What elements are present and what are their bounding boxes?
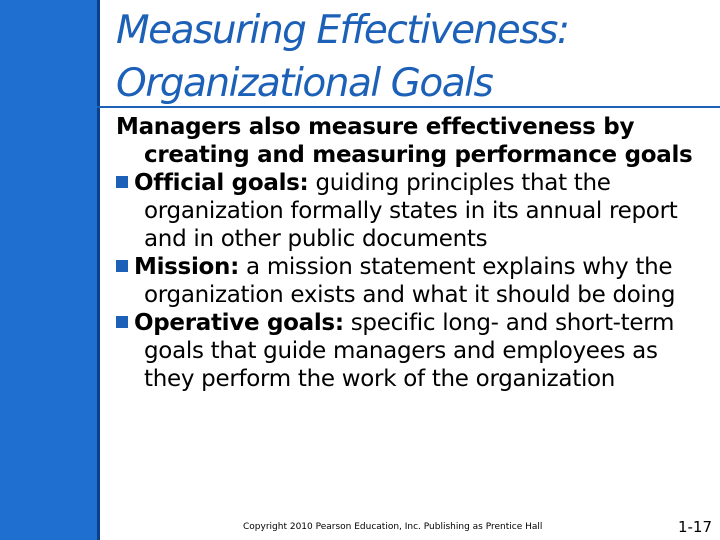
square-bullet-icon [116, 260, 128, 272]
square-bullet-icon [116, 176, 128, 188]
square-bullet-icon [116, 316, 128, 328]
left-accent-bar [0, 0, 97, 540]
bullet-item [116, 253, 706, 309]
bullet-text: guiding principles that the organization formally states in its annual report and in other public documents [144, 170, 678, 252]
bullet-term: Official goals: [134, 170, 309, 196]
bullet-text: specific long- and short-term goals that guide managers and employees as they perform the work of the organization [144, 310, 675, 392]
bullet-item [116, 169, 706, 253]
page-number: 1-17 [677, 518, 712, 536]
bullet-term: Mission: [134, 254, 240, 280]
title-line-2: Organizational Goals [116, 61, 493, 106]
title-line-1: Measuring Effectiveness: [116, 8, 569, 53]
bullet-item [116, 309, 706, 393]
intro-paragraph: Managers also measure effectiveness by creating and measuring performance goals [116, 114, 693, 168]
footer-copyright: Copyright 2010 Pearson Education, Inc. Publishing as Prentice Hall [243, 522, 543, 532]
left-accent-bar-edge [97, 0, 100, 540]
slide-title [116, 4, 696, 110]
slide-body [116, 113, 706, 393]
bullet-term: Operative goals: [134, 310, 344, 336]
bullet-text: a mission statement explains why the organization exists and what it should be doing [144, 254, 676, 308]
title-divider [97, 106, 720, 108]
